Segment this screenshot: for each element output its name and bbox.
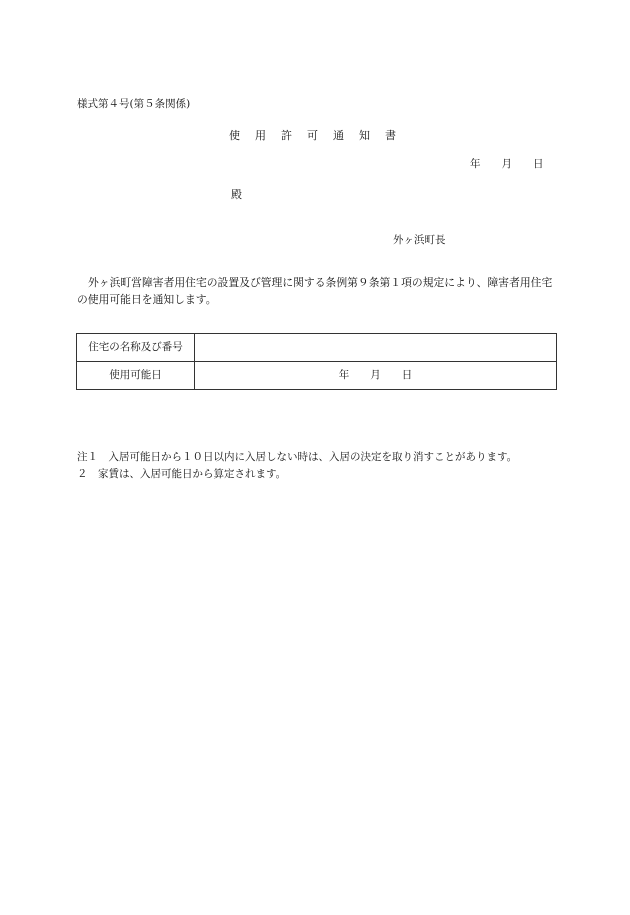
form-number: 様式第４号(第５条関係) — [77, 98, 191, 110]
issue-date: 年 月 日 — [470, 158, 544, 170]
notes-section — [77, 449, 517, 483]
note-item: ２ 家賃は、入居可能日から算定されます。 — [77, 468, 287, 480]
table-cell-available-date-value: 年 月 日 — [195, 362, 557, 390]
table-cell-housing-name-label: 住宅の名称及び番号 — [77, 334, 195, 362]
note-item: 注１ 入居可能日から１０日以内に入居しない時は、入居の決定を取り消すことがあります。 — [77, 451, 518, 463]
table-cell-available-date-label: 使用可能日 — [77, 362, 195, 390]
housing-info-table — [76, 333, 557, 390]
recipient-honorific: 殿 — [231, 188, 242, 201]
notice-body-text: 外ヶ浜町営障害者用住宅の設置及び管理に関する条例第９条第１項の規定により、障害者用住宅の使用可能日を通知します。 — [77, 276, 553, 306]
issuer-name: 外ヶ浜町長 — [393, 234, 446, 246]
table-row — [77, 362, 557, 390]
table-cell-housing-name-value — [195, 334, 557, 362]
document-title: 使 用 許 可 通 知 書 — [229, 129, 398, 142]
table-row — [77, 334, 557, 362]
